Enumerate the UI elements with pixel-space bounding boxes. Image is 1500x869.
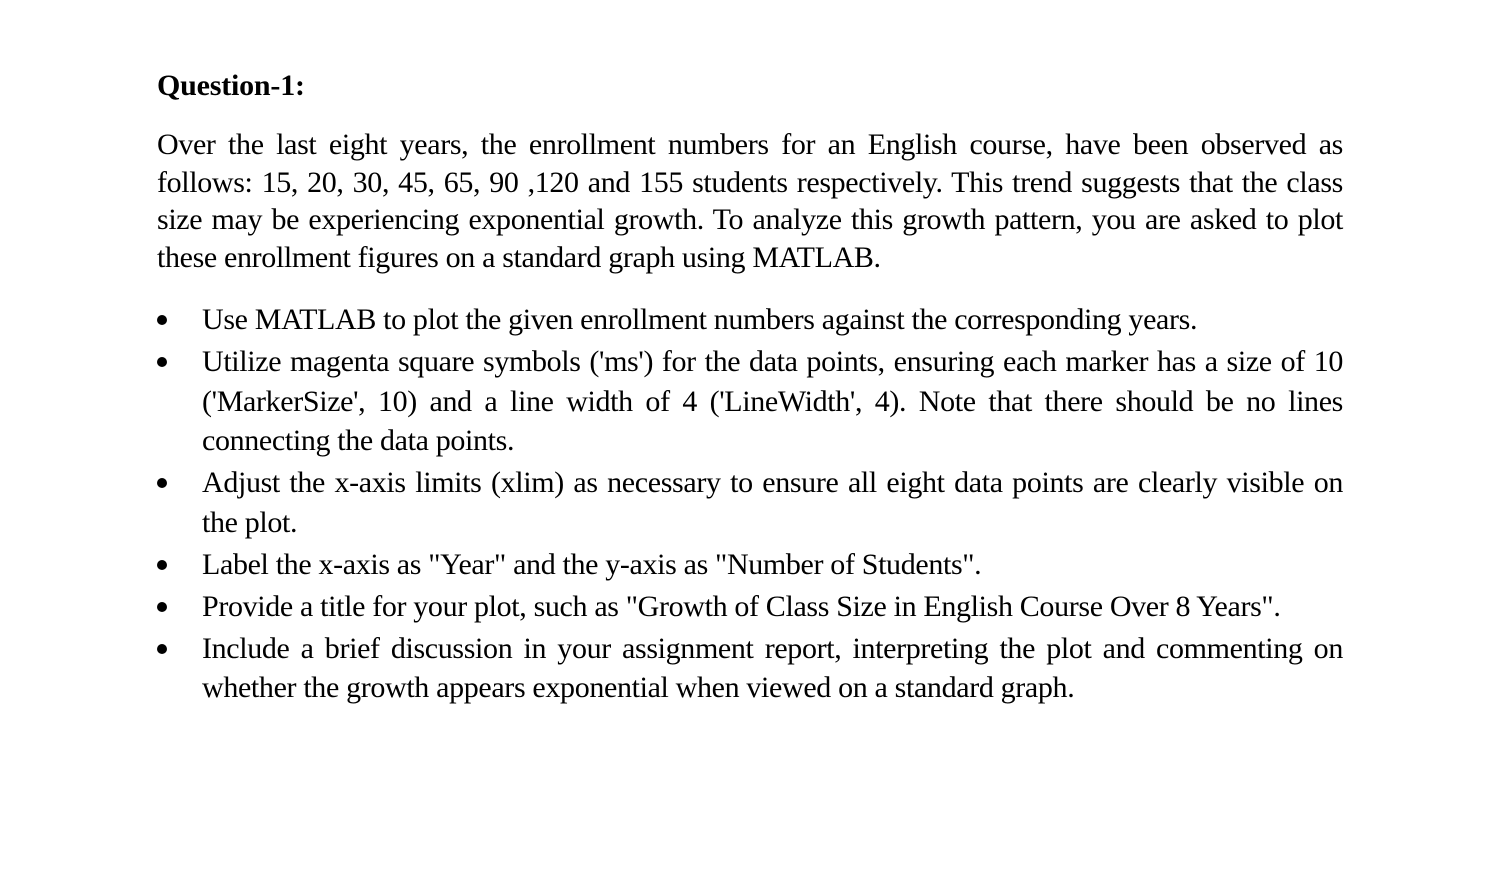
document-page [157,66,1343,710]
question-heading: Question-1: [157,69,305,102]
instruction-list [157,300,1343,708]
bullet-icon [157,357,167,367]
list-item-text: Label the x-axis as "Year" and the y-axis as "Number of Students". [202,547,982,581]
list-item [157,545,1343,585]
list-item [157,587,1343,627]
list-item [157,629,1343,708]
list-item-text: Utilize magenta square symbols ('ms') for the data points, ensuring each marker has a size of 10 ('MarkerSize', 10) and a line width of 4 ('LineWidth', 4). Note that there should be no lines connecting the data points. [202,345,1343,457]
bullet-icon [157,644,167,654]
bullet-icon [157,315,167,325]
list-item [157,342,1343,461]
list-item-text: Include a brief discussion in your assignment report, interpreting the plot and commenting on whether the growth appears exponential when viewed on a standard graph. [202,631,1343,704]
list-item [157,463,1343,542]
list-item-text: Provide a title for your plot, such as "Growth of Class Size in English Course Over 8 Years". [202,589,1281,623]
list-item-text: Use MATLAB to plot the given enrollment numbers against the corresponding years. [202,303,1198,336]
intro-paragraph: Over the last eight years, the enrollment numbers for an English course, have been observed as follows: 15, 20, 30, 45, 65, 90 ,120 and 155 students respectively. This trend suggests that the class size may be experiencing exponential growth. To analyze this growth pattern, you are asked to plot these enrollment figures on a standard graph using MATLAB. [157,128,1343,274]
bullet-icon [157,560,167,570]
bullet-icon [157,478,167,488]
bullet-icon [157,602,167,612]
list-item [157,300,1343,340]
list-item-text: Adjust the x-axis limits (xlim) as necessary to ensure all eight data points are clearly visible on the plot. [202,466,1343,539]
